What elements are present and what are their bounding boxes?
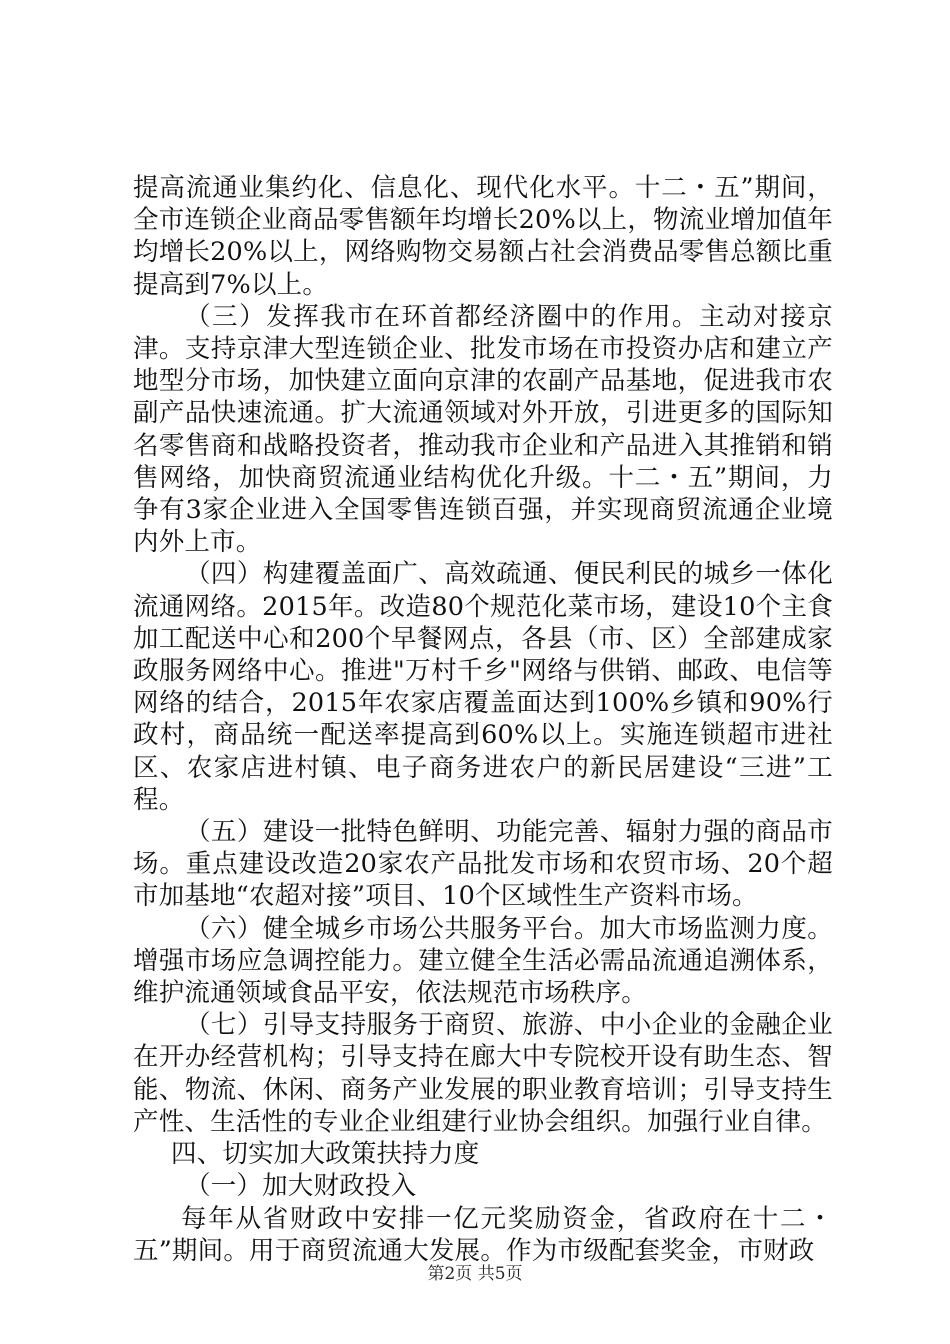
subsection-heading-1: （一）加大财政投入 xyxy=(185,1171,417,1202)
paragraph-section-4: （四）构建覆盖面广、高效疏通、便民利民的城乡一体化流通网络。2015年。改造80个规范化菜市场，建设10个主食加工配送中心和200个早餐网点，各县（市、区）全部建成家政服务网络中心。推进"万村千乡"网络与供销、邮政、电信等网络的结合，2015年农家店覆盖面达到100%乡镇和90%行政村，商品统一配送率提高到60%以上。实施连锁超市进社区、农家店进村镇、电子商务进农户的新民居建设“三进”工程。 xyxy=(133,559,833,815)
document-body xyxy=(133,172,833,1267)
paragraph-section-3: （三）发挥我市在环首都经济圈中的作用。主动对接京津。支持京津大型连锁企业、批发市场在市投资办店和建立产地型分市场，加快建立面向京津的农副产品基地，促进我市农副产品快速流通。扩大流通领域对外开放，引进更多的国际知名零售商和战略投资者，推动我市企业和产品进入其推销和销售网络，加快商贸流通业结构优化升级。十二・五”期间，力争有3家企业进入全国零售连锁百强，并实现商贸流通企业境内外上市。 xyxy=(133,301,833,558)
paragraph-section-5: （五）建设一批特色鲜明、功能完善、辐射力强的商品市场。重点建设改造20家农产品批发市场和农贸市场、20个超市加基地“农超对接”项目、10个区域性生产资料市场。 xyxy=(133,817,833,912)
paragraph-section-6: （六）健全城乡市场公共服务平台。加大市场监测力度。增强市场应急调控能力。建立健全生活必需品流通追溯体系，维护流通领域食品平安，依法规范市场秩序。 xyxy=(133,913,833,1009)
paragraph-section-7: （七）引导支持服务于商贸、旅游、中小企业的金融企业在开办经营机构；引导支持在廊大中专院校开设有助生态、智能、物流、休闲、商务产业发展的职业教育培训；引导支持生产性、生活性的专业企业组建行业协会组织。加强行业自律。 xyxy=(133,1010,833,1137)
section-heading-4: 四、切实加大政策扶持力度 xyxy=(171,1139,480,1170)
paragraph-finance: 每年从省财政中安排一亿元奖励资金，省政府在十二・五”期间。用于商贸流通大发展。作为市级配套奖金，市财政 xyxy=(133,1203,833,1266)
page-number-footer: 第2页 共5页 xyxy=(427,1264,523,1284)
paragraph-continuation: 提高流通业集约化、信息化、现代化水平。十二・五”期间，全市连锁企业商品零售额年均增长20%以上，物流业增加值年均增长20%以上，网络购物交易额占社会消费品零售总额比重提高到7%以上。 xyxy=(133,173,833,300)
